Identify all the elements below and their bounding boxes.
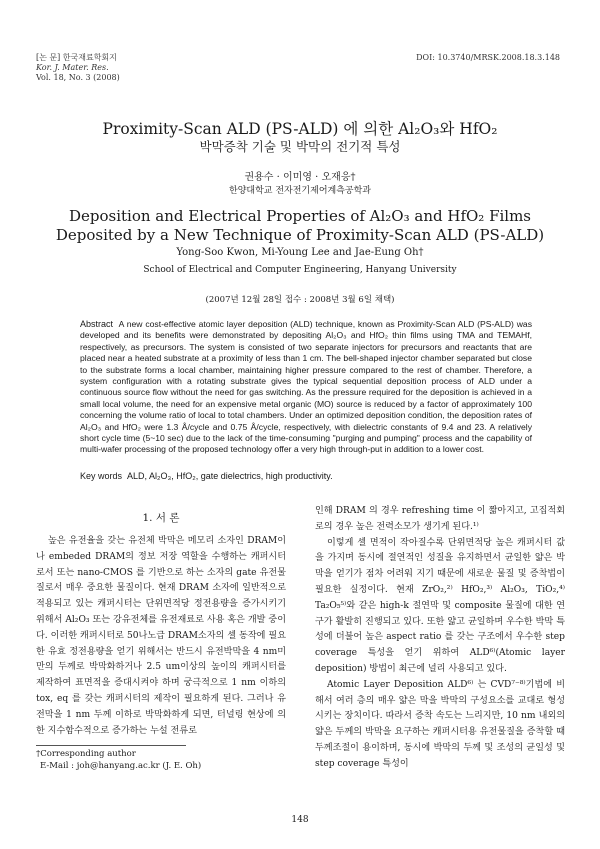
paragraph: 인해 DRAM 의 경우 refreshing time 이 짧아지고, 고집적회로의 경우 높은 전력소모가 생기게 된다.¹⁾: [315, 506, 565, 532]
authors-korean: 권용수 · 이미영 · 오재응†: [244, 172, 356, 183]
author-email: E-Mail : joh@hanyang.ac.kr (J. E. Oh): [40, 761, 202, 771]
page-number: 148: [291, 815, 309, 825]
subtitle-korean: 박막증착 기술 및 박막의 전기적 특성: [199, 139, 401, 154]
footnote: [36, 748, 201, 772]
abstract-text: A new cost-effective atomic layer deposition (ALD) technique, known as Proximity-Scan ALD (PS-ALD) was developed and its benefits were demonstrated by depositing Al₂O₃ and HfO₂ thin films using TMA and TEMAHf, respectively, as precursors. The system is consisted of two separate injectors for precursors and reactants that are placed near a heated substrate at a proximity of less than 1 cm. The bell-shaped injector chamber separated but close to the substrate forms a local chamber, maintaining higher pressure compared to the rest of chamber. Therefore, a system configuration with a rotating substrate gives the typical sequential deposition process of ALD under a continuous source flow without the need for gas switching. As the pressure required for the deposition is achieved in a small local volume, the need for an expensive metal organic (MO) source is reduced by a factor of approximately 100 concerning the volume ratio of local to total chambers. Under an optimized deposition condition, the deposition rates of Al₂O₃ and HfO₂ were 1.3 Å/cycle and 0.75 Å/cycle, respectively, with dielectric constants of 9.4 and 23. A relatively short cycle time (5~10 sec) due to the lack of the time-consuming "purging and pumping" process and the capability of multi-wafer processing of the proposed technology offer a very high through-put in addition to a lower cost.: [80, 319, 532, 455]
title-english: Deposition and Electrical Properties of Al₂O₃ and HfO₂ Films Deposited by a New Technique of Proximity-Scan ALD (PS-ALD): [55, 207, 545, 244]
paragraph: 이렇게 셀 면적이 작아질수록 단위면적당 높은 캐퍼시터 값을 가지며 동시에 절연적인 성질을 유지하면서 균일한 얇은 박막을 얻기가 점차 어려워 지기 때문에 새로운 물질 및 증착법이 필요한 실정이다. 현재 ZrO₂,²⁾ HfO₂,³⁾ Al₂O₃, TiO₂,⁴⁾ Ta₂O₅⁵⁾와 같은 high-k 절연막 및 composite 물질에 대한 연구가 활발히 진행되고 있다. 또한 얇고 균일하며 우수한 박막 특성에 더불어 높은 aspect ratio 를 갖는 구조에서 우수한 step coverage 특성을 얻기 위하여 ALD⁶⁾(Atomic layer deposition) 방법이 최근에 널리 사용되고 있다.: [315, 537, 565, 674]
keywords: [80, 471, 532, 481]
right-column: [315, 504, 565, 773]
journal-volume: Vol. 18, No. 3 (2008): [36, 73, 120, 82]
doi: DOI: 10.3740/MRSK.2008.18.3.148: [416, 53, 560, 62]
paragraph: 높은 유전율을 갖는 유전체 박막은 메모리 소자인 DRAM이나 embeded DRAM의 정보 저장 역할을 수행하는 캐퍼시터로서 또는 nano-CMOS 를 기반으로 하는 소자의 gate 유전물질로서 매우 중요한 물질이다. 현재 DRAM 소자에 일반적으로 적용되고 있는 캐퍼시터는 단위면적당 정전용량을 증가시키기 위해서 Al₂O₃ 또는 강유전체를 유전재료로 사용 혹은 개발 중이다. 이러한 캐퍼시터로 50나노급 DRAM소자의 셀 동작에 필요한 유효 정전용량을 얻기 위해서는 반드시 유전박막을 4 nm미만의 두께로 박막화하거나 2.5 um이상의 높이의 캐퍼시터를 제작하여 표면적을 증대시켜야 하며 궁극적으로 1 nm 이하의 tox, eq 를 갖는 캐퍼시터의 제작이 필요하게 된다. 그러나 유전막을 1 nm 두께 이하로 박막화하게 되면, 터널링 현상에 의한 지수함수적으로 증가하는 누설 전류로: [36, 536, 286, 736]
paragraph: Atomic Layer Deposition ALD⁶⁾ 는 CVD⁷⁻⁸⁾기법에 비해서 여러 층의 매우 얇은 막을 박막의 구성요소를 교대로 형성시키는 장치이다. 따라서 증착 속도는 느리지만, 10 nm 내외의 얇은 두께의 박막을 요구하는 캐퍼시터용 유전물질을 증착할 때 두께조절이 용이하며, 동시에 박막의 두께 및 조성의 균일성 및 step coverage 특성이: [315, 679, 565, 769]
journal-name: [논 문] 한국재료학회지: [36, 53, 117, 62]
received-dates: (2007년 12월 28일 접수 : 2008년 3월 6일 채택): [205, 295, 395, 305]
journal-info: [36, 53, 296, 83]
affiliation-korean: 한양대학교 전자전기제어계측공학과: [229, 186, 371, 196]
authors-english: Yong-Soo Kwon, Mi-Young Lee and Jae-Eung Oh†: [176, 247, 424, 258]
keywords-text: ALD, Al₂O₃, HfO₂, gate dielectrics, high productivity.: [127, 471, 333, 481]
keywords-label: Key words: [80, 471, 123, 481]
abstract-label: Abstract: [80, 319, 114, 329]
affiliation-english: School of Electrical and Computer Engineering, Hanyang University: [143, 265, 457, 275]
footnote-divider: [36, 745, 186, 746]
journal-abbrev: Kor. J. Mater. Res.: [36, 63, 109, 72]
left-column: [36, 534, 286, 739]
corresponding-author: †Corresponding author: [36, 749, 136, 759]
title-korean: Proximity-Scan ALD (PS-ALD) 에 의한 Al₂O₃와 HfO₂: [102, 120, 498, 138]
abstract: [80, 319, 532, 456]
section-title: 1. 서 론: [142, 512, 180, 524]
